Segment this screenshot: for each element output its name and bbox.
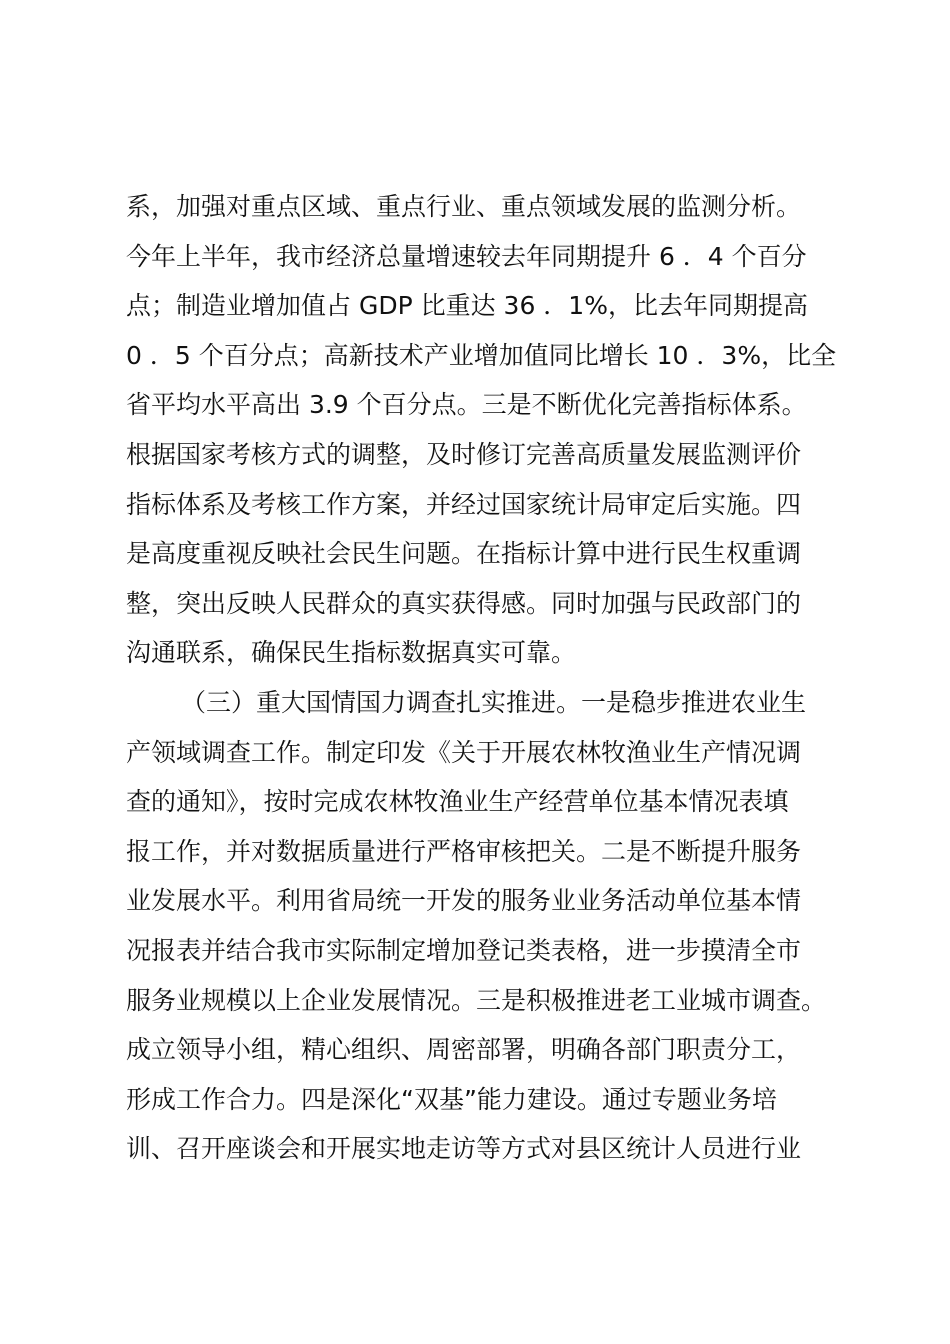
text-line: 今年上半年，我市经济总量增速较去年同期提升 6 ．4 个百分 xyxy=(126,241,807,271)
text-line: 查的通知》，按时完成农林牧渔业生产经营单位基本情况表填 xyxy=(126,787,789,817)
text-line: 况报表并结合我市实际制定增加登记类表格，进一步摸清全市 xyxy=(126,935,802,965)
text-line: 业发展水平。利用省局统一开发的服务业业务活动单位基本情 xyxy=(126,886,802,916)
text-line: 成立领导小组，精心组织、周密部署，明确各部门职责分工， xyxy=(126,1035,802,1065)
text-line: 省平均水平高出 3.9 个百分点。三是不断优化完善指标体系。 xyxy=(126,390,807,420)
text-line: 点；制造业增加值占 GDP 比重达 36 ．1%，比去年同期提高 xyxy=(126,291,808,321)
text-line: 系，加强对重点区域、重点行业、重点领域发展的监测分析。 xyxy=(126,192,802,221)
text-line: 根据国家考核方式的调整，及时修订完善高质量发展监测评价 xyxy=(126,439,802,469)
text-line: 形成工作合力。四是深化“双基”能力建设。通过专题业务培 xyxy=(126,1084,777,1114)
text-line: 产领域调查工作。制定印发《关于开展农林牧渔业生产情况调 xyxy=(126,737,802,767)
text-line: 报工作，并对数据质量进行严格审核把关。二是不断提升服务 xyxy=(126,836,802,866)
text-line: 服务业规模以上企业发展情况。三是积极推进老工业城市调查。 xyxy=(126,985,827,1015)
section-heading-line: （三）重大国情国力调查扎实推进。一是稳步推进农业生 xyxy=(181,687,807,717)
body-text xyxy=(126,182,856,1174)
text-line: 指标体系及考核工作方案，并经过国家统计局审定后实施。四 xyxy=(126,489,802,519)
text-line: 是高度重视反映社会民生问题。在指标计算中进行民生权重调 xyxy=(126,539,802,569)
text-line: 训、召开座谈会和开展实地走访等方式对县区统计人员进行业 xyxy=(126,1134,802,1164)
text-line: 整，突出反映人民群众的真实获得感。同时加强与民政部门的 xyxy=(126,588,802,618)
text-line: 沟通联系，确保民生指标数据真实可靠。 xyxy=(126,638,577,668)
text-line: 0 ．5 个百分点；高新技术产业增加值同比增长 10 ．3%，比全 xyxy=(126,340,837,370)
